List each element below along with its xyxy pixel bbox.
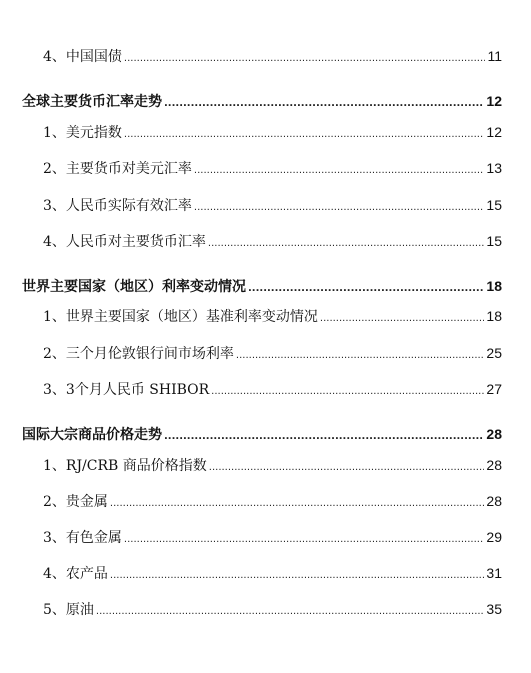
toc-dot-leader — [96, 606, 485, 617]
toc-entry[interactable] — [43, 379, 502, 399]
toc-entry-label: 5、原油 — [43, 602, 94, 618]
toc-page-number: 12 — [486, 93, 502, 109]
toc-dot-leader — [211, 386, 484, 397]
toc-page-number: 25 — [486, 345, 502, 361]
toc-entry[interactable] — [43, 195, 502, 215]
toc-dot-leader — [320, 313, 485, 324]
toc-page-number: 28 — [486, 457, 502, 473]
toc-entry[interactable] — [43, 455, 502, 475]
toc-page-number: 31 — [486, 565, 502, 581]
toc-section-label: 国际大宗商品价格走势 — [22, 427, 162, 443]
toc-page-number: 28 — [486, 493, 502, 509]
toc-entry[interactable] — [43, 46, 502, 66]
toc-dot-leader — [248, 283, 484, 294]
toc-entry-label: 4、中国国债 — [43, 49, 122, 65]
toc-entry[interactable] — [43, 122, 502, 142]
toc-entry-label: 2、贵金属 — [43, 494, 108, 510]
toc-dot-leader — [164, 98, 484, 109]
toc-section[interactable] — [22, 91, 502, 111]
toc-entry[interactable] — [43, 231, 502, 251]
toc-dot-leader — [124, 129, 485, 140]
toc-dot-leader — [209, 462, 485, 473]
toc-page-number: 29 — [486, 529, 502, 545]
toc-entry[interactable] — [43, 599, 502, 619]
toc-page-number: 15 — [486, 197, 502, 213]
toc-page-number: 18 — [486, 278, 502, 294]
toc-dot-leader — [110, 570, 485, 581]
toc-page-number: 28 — [486, 426, 502, 442]
toc-dot-leader — [110, 498, 485, 509]
toc-entry-label: 3、有色金属 — [43, 530, 122, 546]
toc-dot-leader — [124, 534, 485, 545]
toc-page-number: 35 — [486, 601, 502, 617]
toc-entry-label: 1、美元指数 — [43, 125, 122, 141]
toc-section-label: 世界主要国家（地区）利率变动情况 — [22, 279, 246, 295]
toc-dot-leader — [208, 238, 485, 249]
toc-entry-label: 4、农产品 — [43, 566, 108, 582]
toc-page-number: 12 — [486, 124, 502, 140]
toc-page-number: 18 — [486, 308, 502, 324]
toc-entry-label: 3、3个月人民币 SHIBOR — [43, 382, 210, 398]
toc-dot-leader — [236, 350, 485, 361]
toc-entry-label: 1、RJ/CRB 商品价格指数 — [43, 458, 207, 474]
toc-dot-leader — [164, 431, 484, 442]
toc-entry-label: 4、人民币对主要货币汇率 — [43, 234, 206, 250]
toc-dot-leader — [194, 202, 485, 213]
toc-section[interactable] — [22, 424, 502, 444]
toc-page-number: 11 — [487, 48, 502, 64]
toc-entry-label: 3、人民币实际有效汇率 — [43, 198, 192, 214]
toc-entry[interactable] — [43, 563, 502, 583]
toc-page-number: 15 — [486, 233, 502, 249]
toc-entry[interactable] — [43, 306, 502, 326]
toc-page-number: 27 — [486, 381, 502, 397]
toc-entry-label: 2、主要货币对美元汇率 — [43, 161, 192, 177]
toc-dot-leader — [194, 165, 485, 176]
toc-dot-leader — [124, 53, 486, 64]
toc-entry[interactable] — [43, 343, 502, 363]
toc-entry[interactable] — [43, 158, 502, 178]
toc-page-number: 13 — [486, 160, 502, 176]
toc-section-label: 全球主要货币汇率走势 — [22, 94, 162, 110]
toc-entry-label: 2、三个月伦敦银行间市场利率 — [43, 346, 234, 362]
toc-entry[interactable] — [43, 491, 502, 511]
toc-entry[interactable] — [43, 527, 502, 547]
toc-section[interactable] — [22, 276, 502, 296]
toc-entry-label: 1、世界主要国家（地区）基准利率变动情况 — [43, 309, 318, 325]
